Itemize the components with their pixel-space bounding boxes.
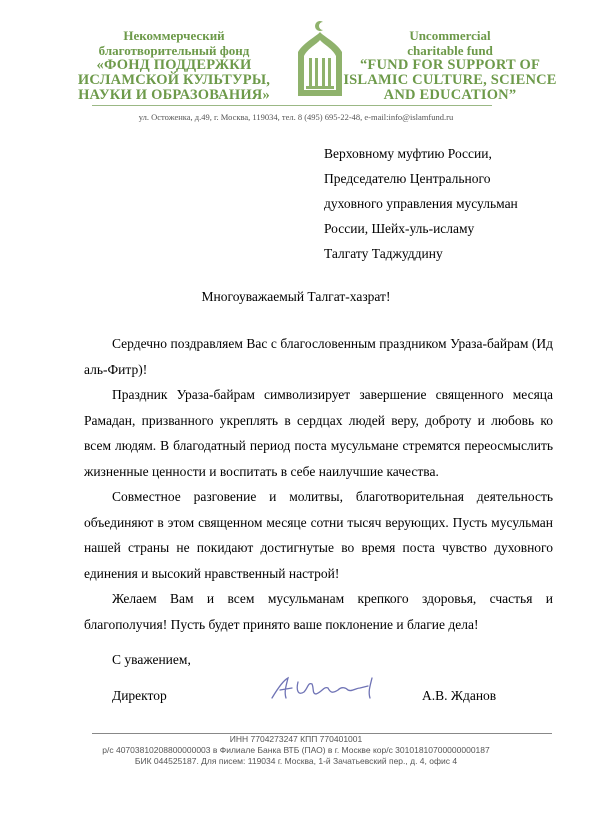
org-name-ru-1: «ФОНД ПОДДЕРЖКИ	[96, 57, 252, 73]
paragraph: Сердечно поздравляем Вас с благословенным праздником Ураза-байрам (Ид аль-Фитр)!	[84, 336, 553, 377]
org-kind-ru: благотворительный фонд	[98, 43, 250, 58]
bank-details-footer	[0, 734, 592, 767]
org-name-ru-2: ИСЛАМСКОЙ КУЛЬТУРЫ,	[77, 72, 271, 88]
paragraph: Желаем Вам и всем мусульманам крепкого здоровья, счастья и благополучия! Пусть будет принято ваше поклонение и благие дела!	[84, 591, 553, 632]
org-name-ru-3: НАУКИ И ОБРАЗОВАНИЯ»	[78, 87, 270, 103]
addressee-line: Талгату Таджуддину	[324, 246, 443, 261]
letter-body	[84, 331, 553, 637]
org-type-en: Uncommercial	[409, 28, 491, 43]
addressee-line: Председателю Центрального	[324, 171, 491, 186]
footer-line: р/с 40703810208800000003 в Филиале Банка ВТБ (ПАО) в г. Москве кор/с 30101810700000000187	[102, 745, 490, 755]
regards: С уважением,	[112, 652, 191, 667]
paragraph: Праздник Ураза-байрам символизирует завершение священного месяца Рамадан, призванного укреплять в сердцах людей веру, доброту и любовь ко всем людям. В благодатный период поста мусульмане стремятся переосмыслить жизненные ценности и воспитать в себе наилучшие качества.	[84, 387, 553, 479]
letterhead-left	[74, 28, 274, 103]
header-divider	[92, 105, 492, 106]
letterhead-right	[330, 28, 570, 103]
footer-line: ИНН 7704273247 КПП 770401001	[229, 734, 363, 744]
addressee-line: духовного управления мусульман	[324, 196, 518, 211]
addressee-line: Верховному муфтию России,	[324, 146, 492, 161]
contacts-line: ул. Остоженка, д.49, г. Москва, 119034, тел. 8 (495) 695-22-48, e-mail:info@islamfund.ru	[138, 112, 454, 122]
paragraph: Совместное разговение и молитвы, благотворительная деятельность объединяют в этом священном месяце сотни тысяч верующих. Пусть мусульман нашей страны не покидают достигнутые во время поста чувство духовного единения и высокий нравственный настрой!	[84, 489, 553, 581]
org-kind-en: charitable fund	[407, 43, 493, 58]
org-name-en-1: “FUND FOR SUPPORT OF	[359, 57, 541, 73]
director-position: Директор	[112, 688, 167, 703]
org-name-en-2: ISLAMIC CULTURE, SCIENCE	[343, 72, 557, 88]
org-name-en-3: AND EDUCATION”	[383, 87, 517, 103]
director-name: А.В. Жданов	[422, 688, 497, 703]
org-type-ru: Некоммерческий	[123, 28, 225, 43]
signature-icon	[268, 674, 380, 702]
addressee-block	[324, 141, 518, 266]
salutation: Многоуважаемый Талгат-хазрат!	[201, 289, 391, 304]
footer-line: БИК 044525187. Для писем: 119034 г. Москва, 1-й Зачатьевский пер., д. 4, офис 4	[134, 756, 458, 766]
addressee-line: России, Шейх-уль-исламу	[324, 221, 475, 236]
